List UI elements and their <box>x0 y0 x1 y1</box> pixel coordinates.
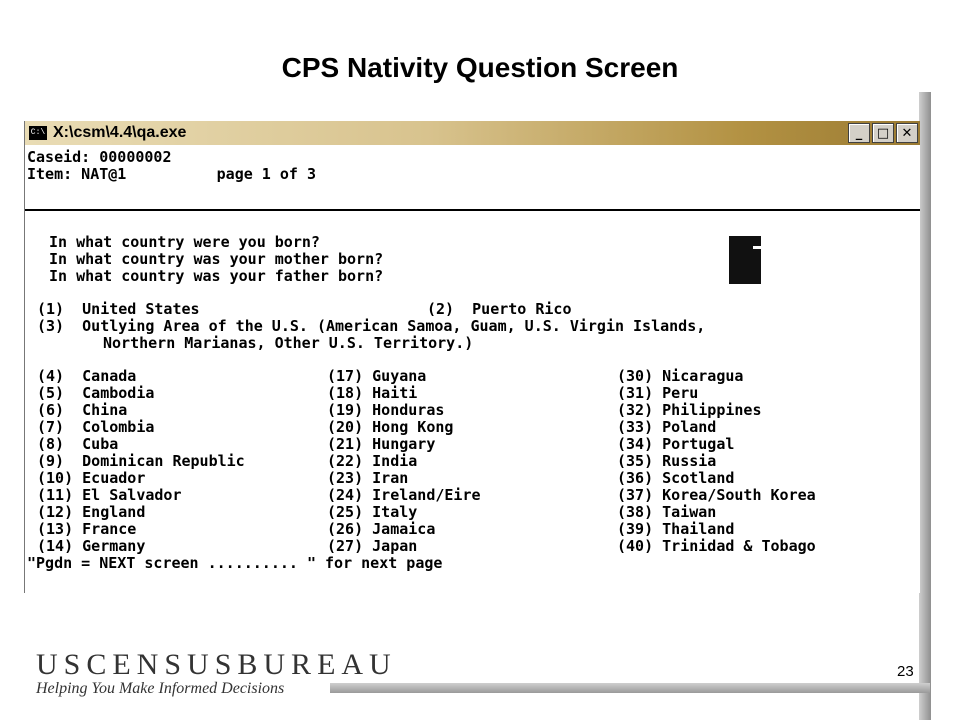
option-list-item: (8) Cuba <box>37 435 119 453</box>
close-button[interactable]: ✕ <box>896 123 918 143</box>
console-screen[interactable] <box>25 147 920 593</box>
option-list-item: (5) Cambodia <box>37 384 155 402</box>
option-list-item: (20) Hong Kong <box>327 418 454 436</box>
option-list-item: (31) Peru <box>617 384 699 402</box>
census-bureau-tagline: Helping You Make Informed Decisions <box>36 680 285 697</box>
maximize-button[interactable]: □ <box>872 123 894 143</box>
option-list-item: (18) Haiti <box>327 384 418 402</box>
option-list-item: (7) Colombia <box>37 418 155 436</box>
window-title: X:\csm\4.4\qa.exe <box>53 124 187 141</box>
option-list-item: (25) Italy <box>327 503 418 521</box>
option-list-item: (10) Ecuador <box>37 469 146 487</box>
command-prompt-icon[interactable]: C:\ <box>29 126 47 140</box>
caseid-line: Caseid: 00000002 <box>27 148 172 166</box>
option-list-item: (33) Poland <box>617 418 717 436</box>
page-number: 23 <box>897 663 914 680</box>
option-list-item: (36) Scotland <box>617 469 735 487</box>
option-list-item: (14) Germany <box>37 537 146 555</box>
option-list-item: (12) England <box>37 503 146 521</box>
slide-title: CPS Nativity Question Screen <box>281 52 679 83</box>
question-father-born: In what country was your father born? <box>49 267 384 285</box>
option-list-item: (32) Philippines <box>617 401 762 419</box>
option-list-item: (17) Guyana <box>327 367 427 385</box>
census-bureau-logo: USCENSUSBUREAU <box>36 648 397 681</box>
option-list-item: (4) Canada <box>37 367 137 385</box>
option-list-item: (9) Dominican Republic <box>37 452 245 470</box>
question-born: In what country were you born? <box>49 233 320 251</box>
decorative-side-bar <box>919 92 931 720</box>
header-separator <box>25 209 920 211</box>
option-list-item: (13) France <box>37 520 137 538</box>
option-list-item: (6) China <box>37 401 128 419</box>
option-list-item: (40) Trinidad & Tobago <box>617 537 816 555</box>
option-list-item: (19) Honduras <box>327 401 445 419</box>
option-1: (1) United States <box>37 300 200 318</box>
option-list-item: (39) Thailand <box>617 520 735 538</box>
option-3-continued: Northern Marianas, Other U.S. Territory.) <box>103 334 474 352</box>
item-line: Item: NAT@1 page 1 of 3 <box>27 165 316 183</box>
option-list-item: (37) Korea/South Korea <box>617 486 816 504</box>
option-list-item: (34) Portugal <box>617 435 735 453</box>
minimize-button[interactable]: _ <box>848 123 870 143</box>
option-list-item: (27) Japan <box>327 537 418 555</box>
input-cursor[interactable] <box>729 236 761 284</box>
question-mother-born: In what country was your mother born? <box>49 250 384 268</box>
option-list-item: (26) Jamaica <box>327 520 436 538</box>
option-list-item: (21) Hungary <box>327 435 436 453</box>
window-titlebar[interactable] <box>25 121 920 145</box>
option-list-item: (35) Russia <box>617 452 717 470</box>
option-list-item: (23) Iran <box>327 469 409 487</box>
option-list-item: (22) India <box>327 452 418 470</box>
option-list-item: (30) Nicaragua <box>617 367 744 385</box>
navigation-instruction: "Pgdn = NEXT screen .......... " for next page <box>27 554 443 572</box>
window-controls <box>848 123 918 143</box>
option-list-item: (24) Ireland/Eire <box>327 486 481 504</box>
option-list-item: (38) Taiwan <box>617 503 717 521</box>
console-window <box>24 121 920 593</box>
decorative-bottom-bar <box>330 683 930 693</box>
option-2: (2) Puerto Rico <box>427 300 572 318</box>
option-3: (3) Outlying Area of the U.S. (American Samoa, Guam, U.S. Virgin Islands, <box>37 317 706 335</box>
option-list-item: (11) El Salvador <box>37 486 182 504</box>
